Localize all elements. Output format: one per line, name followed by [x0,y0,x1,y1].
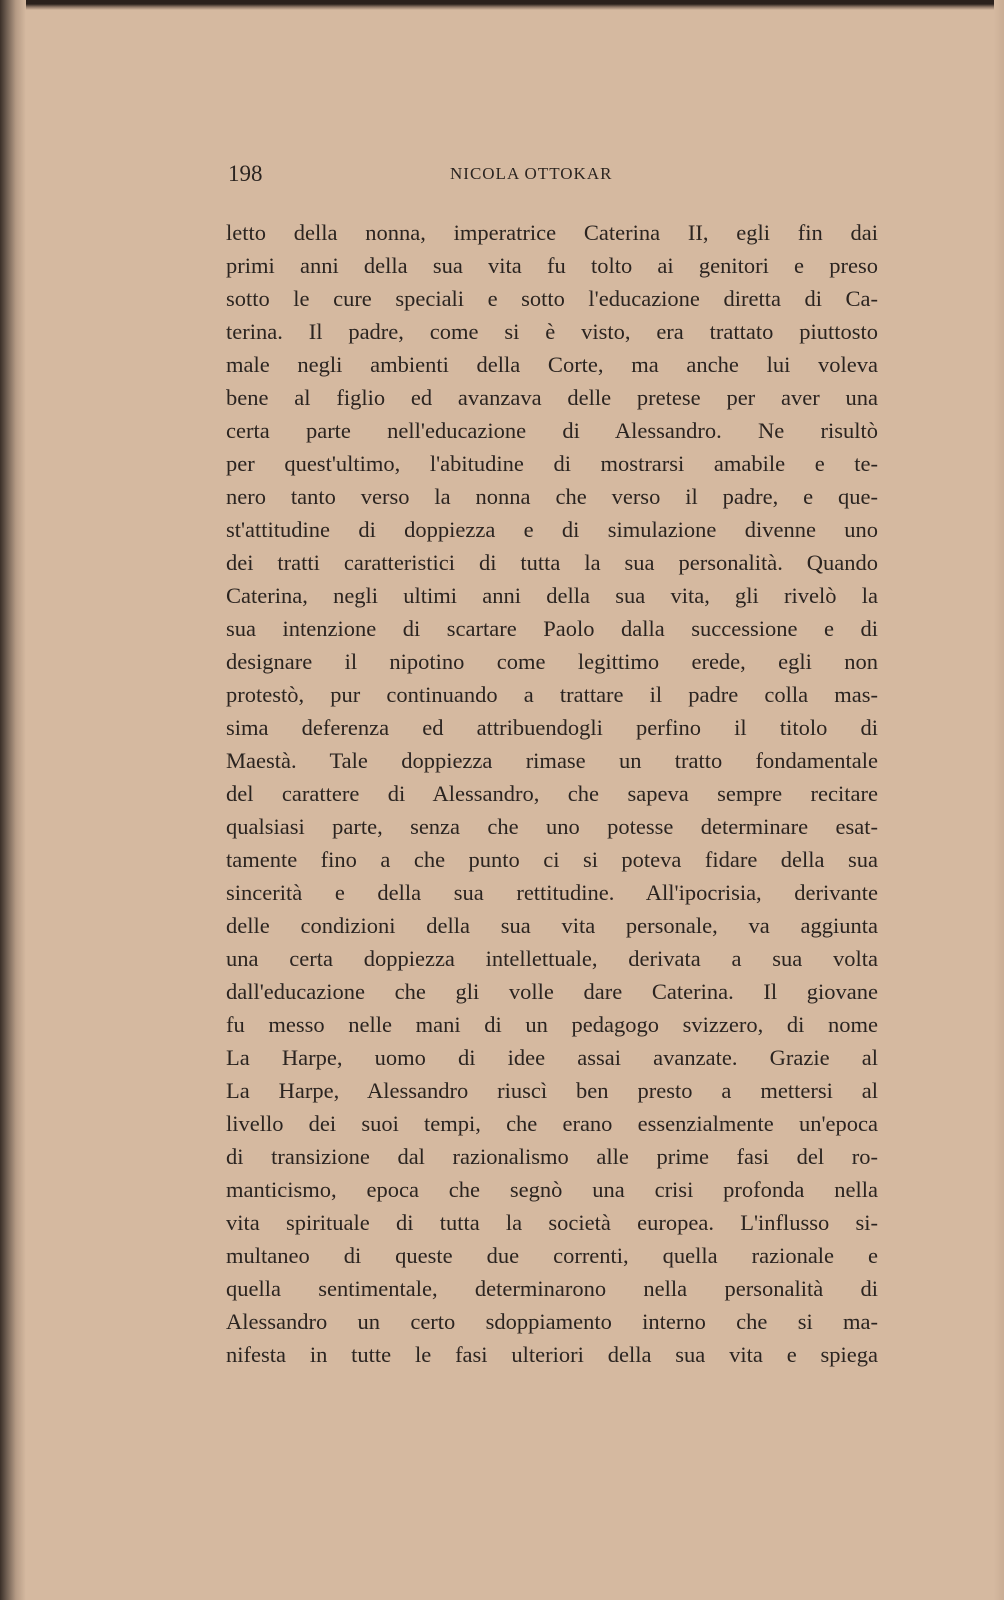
text-line: nifesta in tutte le fasi ulteriori della sua vita e spiega [226,1342,878,1367]
text-line: Maestà. Tale doppiezza rimase un tratto fondamentale [226,748,878,773]
page-header [228,161,878,191]
text-line: quella sentimentale, determinarono nella personalità di [226,1276,878,1301]
text-line: fu messo nelle mani di un pedagogo svizzero, di nome [226,1012,878,1037]
text-line: male negli ambienti della Corte, ma anche lui voleva [226,352,878,377]
body-text [226,216,878,1371]
text-line: primi anni della sua vita fu tolto ai genitori e preso [226,253,878,278]
text-line: delle condizioni della sua vita personale, va aggiunta [226,913,878,938]
text-line: sotto le cure speciali e sotto l'educazione diretta di Ca- [226,286,878,311]
page-top-edge [0,0,1004,10]
text-line: una certa doppiezza intellettuale, derivata a sua volta [226,946,878,971]
running-head: NICOLA OTTOKAR [450,164,613,183]
text-line: livello dei suoi tempi, che erano essenzialmente un'epoca [226,1111,878,1136]
text-line: La Harpe, Alessandro riuscì ben presto a mettersi al [226,1078,878,1103]
text-line: qualsiasi parte, senza che uno potesse determinare esat- [226,814,878,839]
text-line: letto della nonna, imperatrice Caterina II, egli fin dai [226,220,878,245]
text-line: Alessandro un certo sdoppiamento interno che si ma- [226,1309,878,1334]
text-line: sincerità e della sua rettitudine. All'ipocrisia, derivante [226,880,878,905]
text-line: La Harpe, uomo di idee assai avanzate. Grazie al [226,1045,878,1070]
text-line: certa parte nell'educazione di Alessandro. Ne risultò [226,418,878,443]
text-line: st'attitudine di doppiezza e di simulazione divenne uno [226,517,878,542]
page-right-edge [994,0,1004,1600]
text-line: vita spirituale di tutta la società europea. L'influsso si- [226,1210,878,1235]
text-line: multaneo di queste due correnti, quella razionale e [226,1243,878,1268]
text-line: sima deferenza ed attribuendogli perfino il titolo di [226,715,878,740]
page-number: 198 [228,161,263,186]
page-binding-edge [0,0,26,1600]
text-line: di transizione dal razionalismo alle prime fasi del ro- [226,1144,878,1169]
text-line: bene al figlio ed avanzava delle pretese per aver una [226,385,878,410]
text-line: nero tanto verso la nonna che verso il padre, e que- [226,484,878,509]
text-line: designare il nipotino come legittimo erede, egli non [226,649,878,674]
text-line: per quest'ultimo, l'abitudine di mostrarsi amabile e te- [226,451,878,476]
text-line: Caterina, negli ultimi anni della sua vita, gli rivelò la [226,583,878,608]
text-line: manticismo, epoca che segnò una crisi profonda nella [226,1177,878,1202]
text-line: dei tratti caratteristici di tutta la sua personalità. Quando [226,550,878,575]
text-line: tamente fino a che punto ci si poteva fidare della sua [226,847,878,872]
text-line: terina. Il padre, come si è visto, era trattato piuttosto [226,319,878,344]
text-line: sua intenzione di scartare Paolo dalla successione e di [226,616,878,641]
text-line: del carattere di Alessandro, che sapeva sempre recitare [226,781,878,806]
text-line: protestò, pur continuando a trattare il padre colla mas- [226,682,878,707]
text-line: dall'educazione che gli volle dare Caterina. Il giovane [226,979,878,1004]
